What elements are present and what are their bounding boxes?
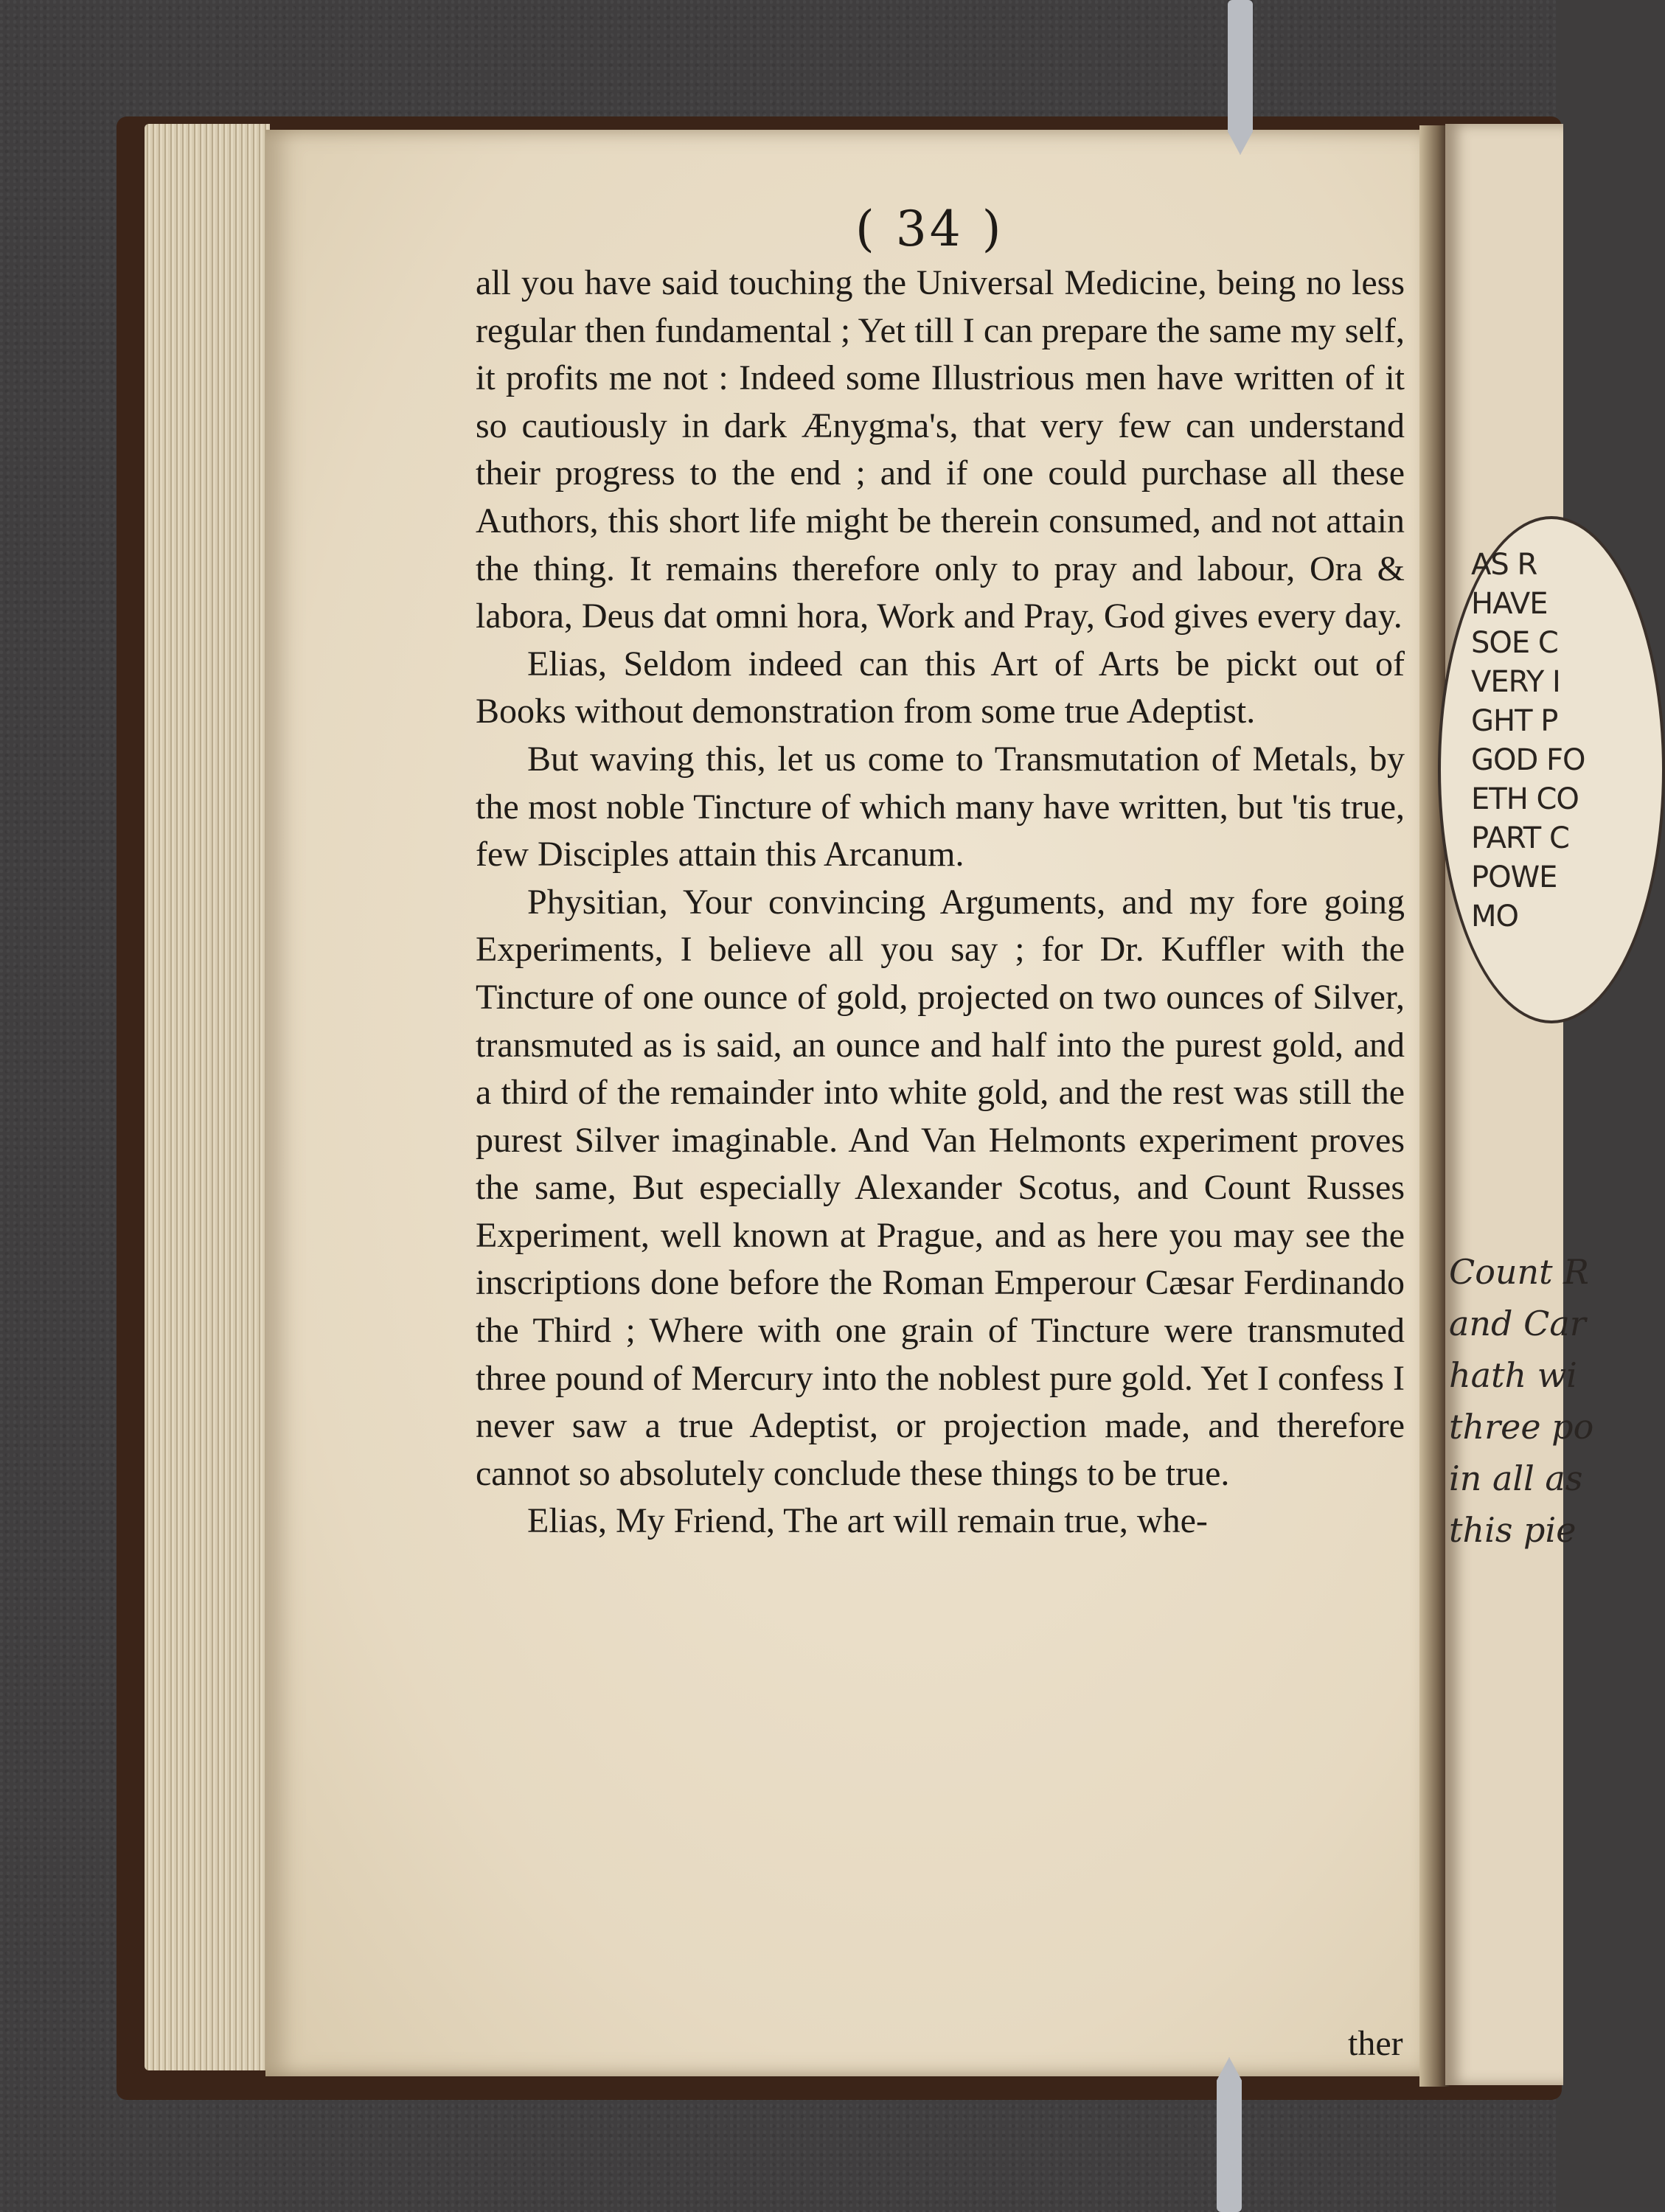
paragraph: Elias, Seldom indeed can this Art of Arts be pickt out of Books without demonstration from some true Adeptist.: [476, 644, 1405, 731]
handwritten-note: Count R and Car hath wi three po in all as this pie: [1449, 1252, 1594, 1550]
paragraph: Physitian, Your convincing Arguments, and my fore going Experiments, I believe all you say ; for Dr. Kuffler with the Tincture of one ounce of gold, projected on two ounces of Silver, transmuted as is said, an ounce and half into the purest gold, and a third of the remainder into white gold, and the rest was still the purest Silver imaginable. And Van Helmonts experiment proves the same, But especially Alexander Scotus, and Count Russes Experiment, well known at Prague, and as here you may see the inscriptions done before the Roman Emperour Cæsar Ferdinando the Third ; Where with one grain of Tincture were transmuted three pound of Mercury into the noblest pure gold. Yet I confess I never saw a true Adeptist, or projection made, and therefore cannot so absolutely conclude these things to be true.: [476, 882, 1405, 1493]
seal-text: AS R HAVE SOE C VERY I GHT P GOD FO ETH CO PART C POWE MO: [1471, 548, 1585, 933]
page-clip-top: [1228, 0, 1253, 155]
paragraph: Elias, My Friend, The art will remain true, whe-: [527, 1501, 1208, 1541]
body-text: [476, 260, 1405, 1545]
page-clip-bottom: [1217, 2057, 1242, 2212]
book-gutter: [1419, 125, 1449, 2087]
page-edges: [145, 124, 270, 2070]
catchword: ther: [1348, 2024, 1403, 2063]
page-number: ( 34 ): [855, 201, 1004, 257]
paragraph: But waving this, let us come to Transmutation of Metals, by the most noble Tincture of which many have written, but 'tis true, few Disciples attain this Arcanum.: [476, 739, 1405, 874]
paragraph: all you have said touching the Universal Medicine, being no less regular then fundamental ; Yet till I can prepare the same my self, it profits me not : Indeed some Illustrious men have written of it so cautiously in dark Ænygma's, that very few can understand their progress to the end ; and if one could purchase all these Authors, this short life might be therein consumed, and not attain the thing. It remains therefore only to pray and labour, Ora & labora, Deus dat omni hora, Work and Pray, God gives every day.: [476, 263, 1405, 636]
adjacent-page: [1445, 124, 1594, 2085]
